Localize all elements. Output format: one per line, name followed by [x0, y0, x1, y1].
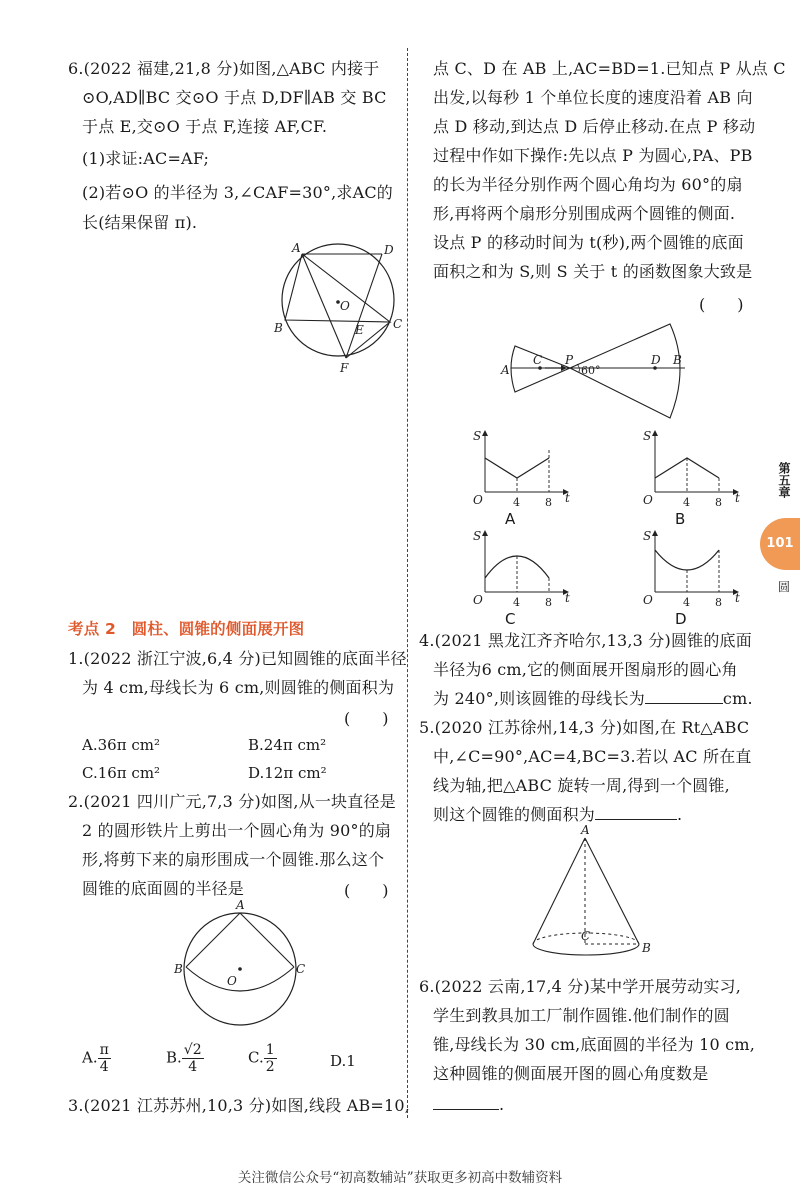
graph-option-a: [465, 430, 575, 510]
q1-answer-paren: ( ): [344, 709, 389, 728]
q5-line-2: 中,∠C=90°,AC=4,BC=3.若以 AC 所在直: [433, 747, 752, 766]
fig6-label-E: E: [355, 323, 364, 337]
graph-tick-4: 4: [513, 496, 520, 509]
q2-sector-figure: [172, 898, 312, 1035]
graph-option-c: [465, 530, 575, 610]
graph-tick-8: 8: [545, 596, 552, 609]
fig2-label-O: O: [227, 974, 237, 988]
q2-option-c-prefix: C.: [248, 1048, 264, 1067]
q4-line-3: [433, 688, 753, 710]
q5-cone-figure: [525, 823, 665, 963]
fig3-label-angle: 60°: [581, 364, 601, 377]
q1-line-1: 1.(2022 浙江宁波,6,4 分)已知圆锥的底面半径: [68, 649, 407, 668]
fig6-label-A: A: [292, 241, 301, 255]
q3-line-2: 点 C、D 在 AB 上,AC=BD=1.已知点 P 从点 C: [433, 59, 786, 78]
q2-option-d: D.1: [330, 1052, 356, 1070]
q6r-line-1: 6.(2022 云南,17,4 分)某中学开展劳动实习,: [419, 977, 742, 996]
q5-line-4-text: 则这个圆锥的侧面积为: [433, 805, 596, 824]
graph-option-label-b: B: [675, 510, 686, 528]
graph-tick-8: 8: [715, 496, 722, 509]
column-divider: [407, 48, 408, 1118]
q2-option-c: [248, 1042, 277, 1075]
q3-line-4: 点 D 移动,到达点 D 后停止移动.在点 P 移动: [433, 117, 756, 136]
q2-line-4: 圆锥的底面圆的半径是: [82, 879, 245, 898]
q2-line-2: 2 的圆形铁片上剪出一个圆心角为 90°的扇: [82, 821, 392, 840]
q4-answer-blank[interactable]: [645, 689, 723, 704]
chapter-label: [768, 462, 800, 501]
q2-option-a-den: 4: [99, 1059, 109, 1075]
fig3-label-P: P: [565, 353, 574, 367]
q3-line-9: 面积之和为 S,则 S 关于 t 的函数图象大致是: [433, 262, 753, 281]
chapter-text: 第五章: [777, 462, 791, 498]
q6-line-1: 6.(2022 福建,21,8 分)如图,△ABC 内接于: [68, 59, 380, 78]
graph-option-b: [635, 430, 745, 510]
q2-option-b-prefix: B.: [166, 1048, 182, 1067]
graph-option-label-d: D: [675, 610, 687, 628]
q6r-answer-blank[interactable]: [433, 1095, 499, 1110]
q2-option-a-prefix: A.: [82, 1048, 98, 1067]
section-heading: 考点 2 圆柱、圆锥的侧面展开图: [68, 620, 305, 638]
q4-line-1: 4.(2021 黑龙江齐齐哈尔,13,3 分)圆锥的底面: [419, 631, 752, 650]
q6r-line-5: [433, 1094, 504, 1116]
graph-x-label: t: [735, 491, 740, 505]
graph-x-label: t: [565, 491, 570, 505]
graph-option-d: [635, 530, 745, 610]
q2-option-b: [166, 1042, 204, 1075]
q6-line-3: 于点 E,交⊙O 于点 F,连接 AF,CF.: [82, 117, 328, 136]
q6-line-4: (1)求证:AC=AF;: [82, 149, 210, 168]
graph-option-label-a: A: [505, 510, 516, 528]
q3-line-1: 3.(2021 江苏苏州,10,3 分)如图,线段 AB=10,: [68, 1096, 411, 1115]
fig2-label-B: B: [174, 962, 183, 976]
q1-option-a: A.36π cm²: [82, 736, 160, 754]
page-number-tab: [760, 518, 800, 570]
q6-line-6: 长(结果保留 π).: [82, 213, 198, 232]
q2-option-a-fraction: [98, 1042, 111, 1075]
graph-x-label: t: [565, 591, 570, 605]
q2-line-1: 2.(2021 四川广元,7,3 分)如图,从一块直径是: [68, 792, 396, 811]
q3-line-7: 形,再将两个扇形分别围成两个圆锥的侧面.: [433, 204, 736, 223]
q5-line-1: 5.(2020 江苏徐州,14,3 分)如图,在 Rt△ABC: [419, 718, 750, 737]
graph-tick-8: 8: [545, 496, 552, 509]
graph-tick-4: 4: [513, 596, 520, 609]
q2-answer-paren: ( ): [344, 881, 389, 900]
fig6-label-C: C: [393, 317, 403, 331]
q6r-line-2: 学生到教具加工厂制作圆锥.他们制作的圆: [433, 1006, 730, 1025]
q5-line-3: 线为轴,把△ABC 旋转一周,得到一个圆锥,: [433, 776, 730, 795]
q5-line-4: [433, 804, 682, 826]
fig6-label-B: B: [274, 321, 283, 335]
q2-option-c-num: 1: [265, 1042, 275, 1058]
fig2-label-C: C: [296, 962, 306, 976]
page-number: 101: [766, 536, 794, 551]
q3-answer-paren: ( ): [699, 295, 744, 314]
fig3-label-B: B: [673, 353, 682, 367]
q3-line-3: 出发,以每秒 1 个单位长度的速度沿着 AB 向: [433, 88, 753, 107]
fig2-label-A: A: [236, 898, 245, 912]
graph-y-label: S: [473, 529, 482, 543]
q6-circle-figure: [270, 240, 410, 375]
q3-line-5: 过程中作如下操作:先以点 P 为圆心,PA、PB: [433, 146, 753, 165]
q6r-line-3: 锥,母线长为 30 cm,底面圆的半径为 10 cm,: [433, 1035, 755, 1054]
graph-tick-4: 4: [683, 496, 690, 509]
q5-period: .: [677, 805, 683, 824]
graph-y-label: S: [473, 429, 482, 443]
fig6-label-D: D: [384, 243, 394, 257]
fig5-label-C: C: [581, 929, 591, 943]
q4-unit: cm.: [722, 689, 753, 708]
q6r-line-4: 这种圆锥的侧面展开图的圆心角度数是: [433, 1064, 709, 1083]
q4-line-2: 半径为6 cm,它的侧面展开图扇形的圆心角: [433, 660, 738, 679]
fig6-label-F: F: [340, 361, 349, 375]
footer-note: 关注微信公众号“初高数辅站”获取更多初高中数辅资料: [237, 1170, 563, 1186]
q2-option-c-den: 2: [265, 1059, 275, 1075]
fig5-label-A: A: [581, 823, 590, 837]
fig3-label-D: D: [651, 353, 661, 367]
fig3-label-C: C: [533, 353, 543, 367]
graph-origin-label: O: [473, 493, 483, 507]
graph-origin-label: O: [473, 593, 483, 607]
q2-option-a-num: π: [99, 1042, 109, 1058]
q2-option-b-den: 4: [188, 1059, 198, 1075]
graph-y-label: S: [643, 429, 652, 443]
graph-y-label: S: [643, 529, 652, 543]
fig3-label-A: A: [501, 363, 510, 377]
q6-line-5: (2)若⊙O 的半径为 3,∠CAF=30°,求AC的: [82, 183, 393, 202]
q5-answer-blank[interactable]: [595, 805, 677, 820]
q3-line-6: 的长为半径分别作两个圆心角均为 60°的扇: [433, 175, 743, 194]
q2-line-3: 形,将剪下来的扇形围成一个圆锥.那么这个: [82, 850, 385, 869]
q1-option-d: D.12π cm²: [248, 764, 327, 782]
q1-line-2: 为 4 cm,母线长为 6 cm,则圆锥的侧面积为: [82, 678, 395, 697]
graph-tick-4: 4: [683, 596, 690, 609]
q3-bowtie-figure: [501, 318, 695, 423]
fig6-label-O: O: [340, 299, 350, 313]
q1-option-c: C.16π cm²: [82, 764, 161, 782]
q2-option-c-fraction: [264, 1042, 277, 1075]
q6-line-2: ⊙O,AD∥BC 交⊙O 于点 D,DF∥AB 交 BC: [82, 88, 387, 107]
q2-option-b-num: √2: [183, 1042, 202, 1058]
graph-tick-8: 8: [715, 596, 722, 609]
q2-option-b-fraction: [182, 1042, 204, 1075]
graph-option-label-c: C: [505, 610, 516, 628]
fig5-label-B: B: [642, 941, 651, 955]
graph-x-label: t: [735, 591, 740, 605]
q2-option-a: [82, 1042, 111, 1075]
graph-origin-label: O: [643, 493, 653, 507]
q3-line-8: 设点 P 的移动时间为 t(秒),两个圆锥的底面: [433, 233, 744, 252]
q6r-period: .: [499, 1095, 505, 1114]
graph-origin-label: O: [643, 593, 653, 607]
q4-line-3-text: 为 240°,则该圆锥的母线长为: [433, 689, 645, 708]
q1-option-b: B.24π cm²: [248, 736, 327, 754]
topic-label: 圆: [777, 580, 790, 594]
